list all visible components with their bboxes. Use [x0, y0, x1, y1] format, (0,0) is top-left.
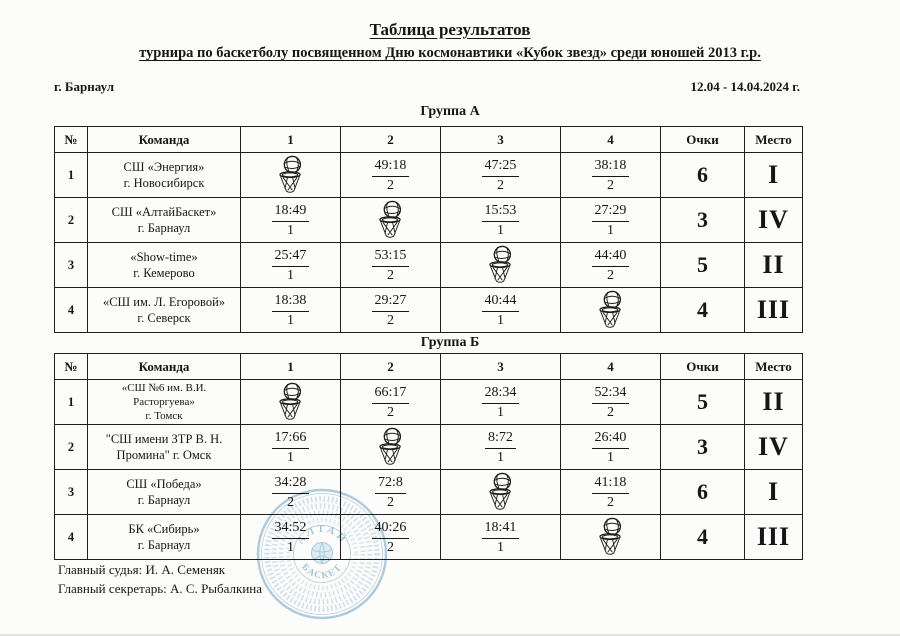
score-value: 34:52: [272, 520, 310, 539]
row-number: 1: [55, 380, 88, 425]
points-earned: 2: [386, 539, 394, 555]
self-game-cell: [241, 380, 341, 425]
points-earned: 2: [606, 404, 614, 420]
points-earned: 1: [286, 449, 294, 465]
team-cell: [88, 243, 241, 288]
score-value: 26:40: [592, 430, 630, 449]
team-name: СШ «Победа»: [126, 476, 202, 491]
group-a-heading: Группа А: [420, 104, 480, 119]
chief-secretary-line: Главный секретарь: А. С. Рыбалкина: [58, 581, 263, 596]
team-city: Промина" г. Омск: [116, 448, 212, 462]
team-city: г. Новосибирск: [123, 176, 205, 190]
team-city: г. Кемерово: [133, 266, 195, 280]
row-number: 4: [55, 515, 88, 560]
meta-row: [54, 79, 800, 95]
table-row: [55, 288, 803, 333]
score-value: 29:27: [372, 293, 410, 312]
team-cell: [88, 425, 241, 470]
page-subtitle: турнира по баскетболу посвященном Дню космонавтики «Кубок звезд» среди юношей 2013 г.р.: [139, 45, 761, 61]
col-header-2: 2: [341, 127, 441, 153]
team-city: г. Томск: [145, 410, 183, 423]
row-number: 2: [55, 198, 88, 243]
basketball-hoop-icon: [374, 426, 407, 469]
score-cell: [341, 380, 441, 425]
score-cell: [441, 425, 561, 470]
score-cell: [561, 380, 661, 425]
col-header-place: Место: [745, 127, 803, 153]
basketball-hoop-icon: [374, 199, 407, 242]
self-game-cell: [441, 243, 561, 288]
table-row: [55, 243, 803, 288]
total-points: 5: [661, 380, 745, 425]
table-row: [55, 153, 803, 198]
score-cell: [241, 288, 341, 333]
score-cell: [561, 198, 661, 243]
col-header-3: 3: [441, 127, 561, 153]
points-earned: 1: [606, 449, 614, 465]
score-cell: [241, 198, 341, 243]
score-value: 40:26: [372, 520, 410, 539]
total-points: 3: [661, 198, 745, 243]
stamp-text-top: АЛТАЙ: [295, 523, 349, 547]
total-points: 3: [661, 425, 745, 470]
place-value: III: [745, 288, 803, 333]
team-cell: [88, 153, 241, 198]
place-value: III: [745, 515, 803, 560]
score-cell: [341, 470, 441, 515]
dates-label: 12.04 - 14.04.2024 г.: [690, 79, 800, 94]
score-value: 53:15: [372, 248, 410, 267]
place-value: I: [745, 153, 803, 198]
col-header-4: 4: [561, 127, 661, 153]
stamp-text-bottom: БАСКЕТ: [299, 562, 345, 582]
team-name: «Show-time»: [130, 249, 198, 264]
self-game-cell: [561, 288, 661, 333]
score-cell: [241, 470, 341, 515]
chief-judge-line: Главный судья: И. А. Семеняк: [58, 562, 226, 577]
points-earned: 1: [606, 222, 614, 238]
score-value: 18:41: [482, 520, 520, 539]
points-earned: 2: [386, 312, 394, 328]
place-value: I: [745, 470, 803, 515]
score-cell: [441, 288, 561, 333]
score-value: 28:34: [482, 385, 520, 404]
team-cell: [88, 198, 241, 243]
group-a-results-table: [54, 126, 803, 333]
table-row: [55, 470, 803, 515]
score-cell: [441, 198, 561, 243]
place-value: IV: [745, 198, 803, 243]
team-city: г. Северск: [137, 311, 191, 325]
self-game-cell: [561, 515, 661, 560]
team-name: СШ «Энергия»: [123, 159, 205, 174]
header-row: [55, 354, 803, 380]
points-earned: 2: [286, 494, 294, 510]
col-header-team: Команда: [88, 127, 241, 153]
col-header-number: №: [55, 354, 88, 380]
team-cell: [88, 288, 241, 333]
score-value: 49:18: [372, 158, 410, 177]
page-title: Таблица результатов: [369, 20, 531, 39]
team-name: "СШ имени ЗТР В. Н.: [105, 431, 223, 446]
col-header-team: Команда: [88, 354, 241, 380]
score-cell: [561, 425, 661, 470]
score-value: 72:8: [375, 475, 406, 494]
points-earned: 1: [496, 222, 504, 238]
team-city: г. Барнаул: [137, 493, 191, 507]
points-earned: 1: [496, 449, 504, 465]
place-value: II: [745, 380, 803, 425]
score-cell: [241, 425, 341, 470]
place-value: II: [745, 243, 803, 288]
score-value: 34:28: [272, 475, 310, 494]
row-number: 3: [55, 470, 88, 515]
score-value: 66:17: [372, 385, 410, 404]
points-earned: 2: [496, 177, 504, 193]
col-header-4: 4: [561, 354, 661, 380]
basketball-hoop-icon: [484, 244, 517, 287]
basketball-hoop-icon: [484, 471, 517, 514]
score-value: 52:34: [592, 385, 630, 404]
col-header-number: №: [55, 127, 88, 153]
score-cell: [241, 515, 341, 560]
header-row: [55, 127, 803, 153]
row-number: 4: [55, 288, 88, 333]
self-game-cell: [441, 470, 561, 515]
total-points: 5: [661, 243, 745, 288]
total-points: 4: [661, 288, 745, 333]
basketball-hoop-icon: [274, 381, 307, 424]
col-header-3: 3: [441, 354, 561, 380]
team-city: г. Барнаул: [137, 221, 191, 235]
table-row: [55, 425, 803, 470]
officials-block: [58, 560, 262, 598]
team-city: г. Барнаул: [137, 538, 191, 552]
score-cell: [441, 515, 561, 560]
points-earned: 2: [606, 494, 614, 510]
score-cell: [441, 153, 561, 198]
points-earned: 1: [496, 404, 504, 420]
col-header-points: Очки: [661, 354, 745, 380]
score-cell: [561, 470, 661, 515]
basketball-hoop-icon: [274, 154, 307, 197]
score-cell: [341, 288, 441, 333]
points-earned: 1: [496, 539, 504, 555]
group-b-heading: Группа Б: [420, 335, 480, 350]
col-header-1: 1: [241, 127, 341, 153]
table-row: [55, 515, 803, 560]
total-points: 4: [661, 515, 745, 560]
points-earned: 2: [606, 177, 614, 193]
score-value: 27:29: [592, 203, 630, 222]
points-earned: 1: [286, 267, 294, 283]
score-cell: [561, 153, 661, 198]
score-cell: [341, 243, 441, 288]
score-value: 40:44: [482, 293, 520, 312]
team-cell: [88, 470, 241, 515]
group-b-results-table: [54, 353, 803, 560]
score-cell: [561, 243, 661, 288]
basketball-hoop-icon: [594, 516, 627, 559]
basketball-hoop-icon: [594, 289, 627, 332]
points-earned: 2: [386, 404, 394, 420]
row-number: 2: [55, 425, 88, 470]
team-cell: [88, 515, 241, 560]
score-cell: [441, 380, 561, 425]
row-number: 3: [55, 243, 88, 288]
table-row: [55, 198, 803, 243]
team-name: «СШ им. Л. Егоровой»: [102, 294, 226, 309]
team-cell: [88, 380, 241, 425]
points-earned: 1: [286, 222, 294, 238]
col-header-points: Очки: [661, 127, 745, 153]
score-value: 15:53: [482, 203, 520, 222]
points-earned: 2: [606, 267, 614, 283]
self-game-cell: [241, 153, 341, 198]
score-value: 18:49: [272, 203, 310, 222]
place-value: IV: [745, 425, 803, 470]
score-cell: [241, 243, 341, 288]
score-value: 17:66: [272, 430, 310, 449]
self-game-cell: [341, 198, 441, 243]
col-header-place: Место: [745, 354, 803, 380]
points-earned: 2: [386, 177, 394, 193]
venue-label: г. Барнаул: [54, 79, 115, 94]
self-game-cell: [341, 425, 441, 470]
score-cell: [341, 515, 441, 560]
score-cell: [341, 153, 441, 198]
team-name: «СШ №6 им. В.И. Расторгуева»: [121, 381, 207, 408]
score-value: 44:40: [592, 248, 630, 267]
score-value: 41:18: [592, 475, 630, 494]
score-value: 18:38: [272, 293, 310, 312]
points-earned: 2: [386, 267, 394, 283]
table-row: [55, 380, 803, 425]
score-value: 47:25: [482, 158, 520, 177]
col-header-1: 1: [241, 354, 341, 380]
total-points: 6: [661, 470, 745, 515]
points-earned: 1: [286, 539, 294, 555]
score-value: 38:18: [592, 158, 630, 177]
points-earned: 1: [496, 312, 504, 328]
team-name: БК «Сибирь»: [128, 521, 200, 536]
score-value: 25:47: [272, 248, 310, 267]
score-value: 8:72: [485, 430, 516, 449]
points-earned: 1: [286, 312, 294, 328]
total-points: 6: [661, 153, 745, 198]
team-name: СШ «АлтайБаскет»: [111, 204, 217, 219]
col-header-2: 2: [341, 354, 441, 380]
points-earned: 2: [386, 494, 394, 510]
row-number: 1: [55, 153, 88, 198]
